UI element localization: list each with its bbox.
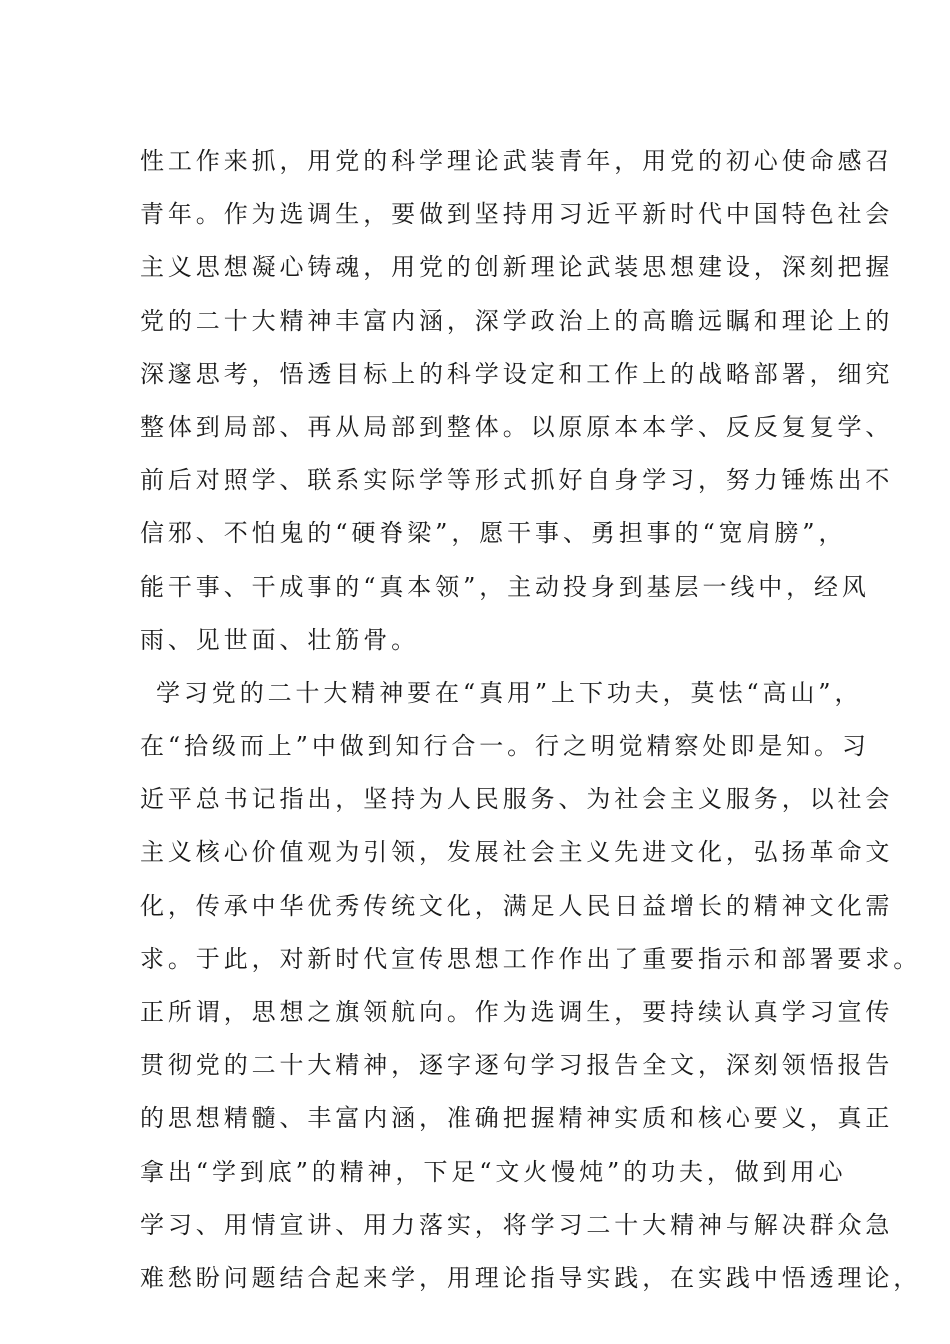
text-line: 在“拾级而上”中做到知行合一。行之明觉精察处即是知。习 <box>140 732 870 761</box>
text-line: 的思想精髓、丰富内涵，准确把握精神实质和核心要义，真正 <box>140 1104 894 1133</box>
text-line: 学习、用情宣讲、用力落实，将学习二十大精神与解决群众急 <box>140 1210 894 1239</box>
text-line: 近平总书记指出，坚持为人民服务、为社会主义服务，以社会 <box>140 785 894 814</box>
text-line: 贯彻党的二十大精神，逐字逐句学习报告全文，深刻领悟报告 <box>140 1051 894 1080</box>
text-line: 性工作来抓，用党的科学理论武装青年，用党的初心使命感召 <box>140 147 894 175</box>
text-line: 青年。作为选调生，要做到坚持用习近平新时代中国特色社会 <box>140 200 894 229</box>
text-line: 信邪、不怕鬼的“硬脊梁”，愿干事、勇担事的“宽肩膀”， <box>140 519 847 548</box>
text-line: 前后对照学、联系实际学等形式抓好自身学习，努力锤炼出不 <box>140 466 894 495</box>
text-line: 雨、见世面、壮筋骨。 <box>140 625 419 654</box>
text-line: 难愁盼问题结合起来学，用理论指导实践，在实践中悟透理论， <box>140 1263 922 1292</box>
text-line: 正所谓，思想之旗领航向。作为选调生，要持续认真学习宣传 <box>140 998 894 1026</box>
text-line: 整体到局部、再从局部到整体。以原原本本学、反反复复学、 <box>140 412 894 441</box>
text-line: 拿出“学到底”的精神，下足“文火慢炖”的功夫，做到用心 <box>140 1157 847 1186</box>
body-text <box>140 135 922 1305</box>
text-line: 深邃思考，悟透目标上的科学设定和工作上的战略部署，细究 <box>140 359 894 388</box>
text-line: 党的二十大精神丰富内涵，深学政治上的高瞻远瞩和理论上的 <box>140 306 894 335</box>
text-line: 求。于此，对新时代宣传思想工作作出了重要指示和部署要求。 <box>140 944 922 973</box>
paragraph-first-line: 学习党的二十大精神要在“真用”上下功夫，莫怯“高山”， <box>156 678 863 707</box>
text-line: 主义思想凝心铸魂，用党的创新理论武装思想建设，深刻把握 <box>140 253 894 282</box>
text-line: 能干事、干成事的“真本领”，主动投身到基层一线中，经风 <box>140 572 870 601</box>
text-line: 主义核心价值观为引领，发展社会主义先进文化，弘扬革命文 <box>140 838 894 867</box>
text-line: 化，传承中华优秀传统文化，满足人民日益增长的精神文化需 <box>140 891 894 920</box>
